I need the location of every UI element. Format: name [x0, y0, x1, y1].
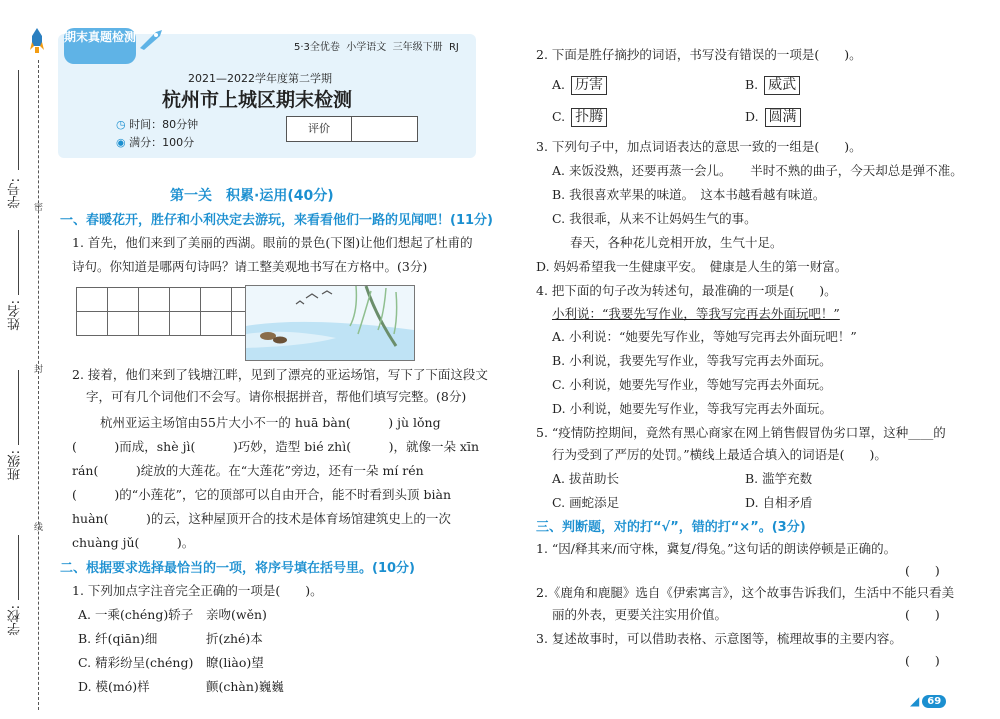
rocket-icon [30, 28, 44, 58]
q2-line-4: ( )而成，shè jì( )巧妙，造型 bié zhì( )，就像一朵 xīn [72, 439, 480, 454]
q5-option-a: A. 来饭没熟，还要再蒸一会儿。 半时不熟的曲子，今天却总是弹不准。 [552, 163, 963, 178]
q7-option-c: C. 画蛇添足 [552, 495, 620, 510]
q6-stem: 4. 把下面的句子改为转述句，最准确的一项是( )。 [536, 283, 837, 298]
q1-line-1: 1. 首先，他们来到了美丽的西湖。眼前的景色(下图)让他们想起了杜甫的 [72, 235, 473, 250]
q3-stem: 1. 下列加点字注音完全正确的一项是( )。 [72, 583, 323, 598]
q3-option-c1: C. 精彩纷呈(chéng) [78, 655, 194, 670]
judge-3: 3. 复述故事时，可以借助表格、示意图等，梳理故事的主要内容。 [536, 631, 902, 646]
q7-option-d: D. 自相矛盾 [745, 495, 813, 510]
class-label: 班级: [8, 450, 23, 481]
q4-stem: 2. 下面是胜仔摘抄的词语，书写没有错误的一项是( )。 [536, 47, 862, 62]
q6-option-c: C. 小利说，她要先写作业，等她写完再去外面玩。 [552, 377, 832, 392]
q2-line-6: ( )的“小莲花”，它的顶部可以自由开合，能不时看到头顶 biàn [72, 487, 452, 502]
q6-sentence: 小利说：“我要先写作业，等我写完再去外面玩吧！” [552, 306, 840, 321]
q2-line-3: 杭州亚运主场馆由55片大小不一的 huā bàn( ) jù lǒng [100, 415, 441, 430]
q6-option-d: D. 小利说，她要先写作业，等我写完再去外面玩。 [552, 401, 833, 416]
q3-option-a1: A. 一乘(chéng)轿子 [78, 607, 194, 622]
q5-option-b: B. 我很喜欢苹果的味道。 这本书越看越有味道。 [552, 187, 826, 202]
q3-option-b2: 折(zhé)本 [206, 631, 263, 646]
judge-1: 1. “因/释其来/而守株，冀复/得兔。”这句话的朗读停顿是正确的。 [536, 541, 897, 556]
exam-title: 杭州市上城区期末检测 [162, 89, 353, 111]
q5-option-c: C. 我很乖，从来不让妈妈生气的事。 [552, 211, 757, 226]
q3-option-b1: B. 纤(qiān)细 [78, 631, 158, 646]
q1-line-2: 诗句。你知道是哪两句诗吗？请工整美观地书写在方格中。(3分) [72, 259, 428, 274]
q4-option-c: C. 扑腾 [552, 108, 607, 127]
seal-mark-1: 密 [34, 203, 44, 213]
eval-label: 评价 [287, 117, 352, 141]
eval-field[interactable] [352, 117, 417, 141]
section-2-heading: 二、根据要求选择最恰当的一项，将序号填在括号里。(10分) [60, 561, 415, 576]
page-number: ◢ 69 [910, 694, 946, 708]
rocket-badge-icon [138, 28, 164, 54]
q2-line-8: chuàng jǔ( )。 [72, 535, 195, 550]
judge-2-line-1: 2.《鹿角和鹿腿》选自《伊索寓言》，这个故事告诉我们，生活中不能只看美 [536, 585, 955, 600]
q5-option-d: D. 妈妈希望我一生健康平安。 健康是人生的第一财富。 [536, 259, 848, 274]
q2-line-5: rán( )绽放的大莲花。在“大莲花”旁边，还有一朵 mí rén [72, 463, 424, 478]
judge-2-line-2: 丽的外表，更要关注实用价值。 [552, 607, 728, 622]
q2-line-7: huàn( )的云，这种屋顶开合的技术是体育场馆建筑史上的一次 [72, 511, 451, 526]
exam-header [58, 30, 476, 158]
q3-option-c2: 瞭(liào)望 [206, 655, 264, 670]
seal-mark-2: 封 [34, 365, 44, 375]
q4-option-a: A. 历害 [552, 76, 607, 95]
q4-option-d: D. 圆满 [745, 108, 801, 127]
student-id-label: 学号: [8, 178, 23, 209]
judge-3-answer[interactable]: ( ) [905, 653, 940, 668]
q7-line-2: 行为受到了严厉的处罚。”横线上最适合填入的词语是( )。 [552, 447, 887, 462]
q7-option-b: B. 滥竽充数 [745, 471, 813, 486]
exam-time: ◷ 时间：80分钟 [116, 118, 199, 131]
q3-option-d1: D. 模(mó)样 [78, 679, 150, 694]
evaluation-box [286, 116, 418, 142]
q7-option-a: A. 拔苗助长 [552, 471, 619, 486]
judge-2-answer[interactable]: ( ) [905, 607, 940, 622]
q6-option-a: A. 小利说：“她要先写作业，等她写完再去外面玩吧！” [552, 329, 857, 344]
section-1-heading: 一、春暖花开，胜仔和小利决定去游玩，来看看他们一路的见闻吧！(11分) [60, 213, 493, 228]
part-1-title: 第一关 积累·运用(40分) [170, 188, 334, 204]
seal-mark-3: 线 [34, 523, 44, 533]
q5-stem: 3. 下列句子中，加点词语表达的意思一致的一组是( )。 [536, 139, 862, 154]
school-label: 学校: [8, 605, 23, 636]
score-icon: ◉ [116, 136, 126, 149]
west-lake-illustration [245, 285, 415, 361]
exam-score: ◉ 满分：100分 [116, 136, 195, 149]
q6-option-b: B. 小利说，我要先写作业，等我写完再去外面玩。 [552, 353, 832, 368]
judge-1-answer[interactable]: ( ) [905, 563, 940, 578]
q3-option-a2: 亲吻(wěn) [206, 607, 267, 622]
page-arrow-icon: ◢ [910, 694, 920, 708]
exam-badge: 期末真题检测 [64, 28, 136, 64]
q2-line-2: 字，可有几个词他们不会写。请你根据拼音，帮他们填写完整。(8分) [86, 389, 467, 404]
q5-option-c-2: 春天，各种花儿竞相开放，生气十足。 [570, 235, 783, 250]
clock-icon: ◷ [116, 118, 126, 131]
q7-line-1: 5. “疫情防控期间，竟然有黑心商家在网上销售假冒伪劣口罩，这种____的 [536, 425, 946, 440]
name-label: 姓名: [8, 300, 23, 331]
section-3-heading: 三、判断题，对的打“√”，错的打“×”。(3分) [536, 520, 806, 535]
binding-strip [0, 0, 52, 719]
q2-line-1: 2. 接着，他们来到了钱塘江畔，见到了漂亮的亚运场馆，写下了下面这段文 [72, 367, 488, 382]
q4-option-b: B. 威武 [745, 76, 800, 95]
q3-option-d2: 颤(chàn)巍巍 [206, 679, 284, 694]
school-year: 2021—2022学年度第二学期 [188, 72, 332, 85]
series-info: 5·3全优卷 小学语文 三年级下册 RJ [294, 42, 459, 53]
